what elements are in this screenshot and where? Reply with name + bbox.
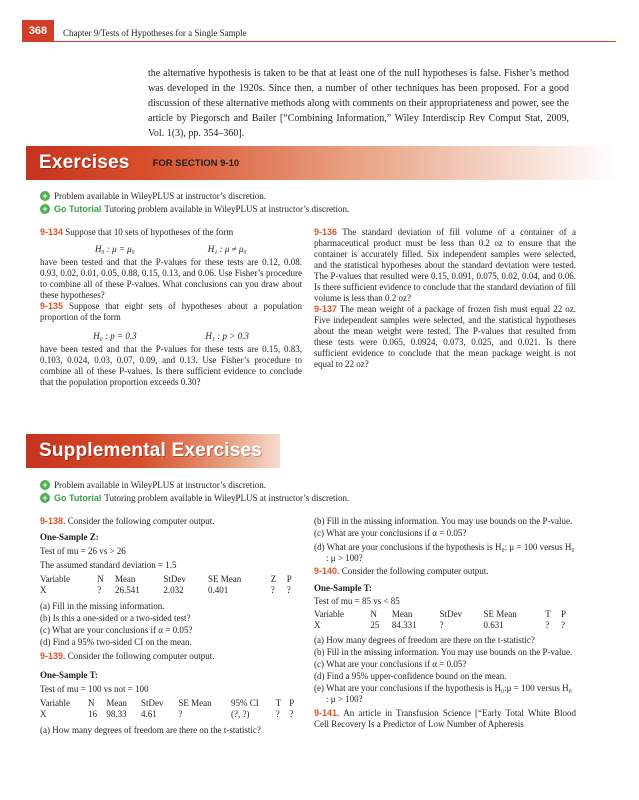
hypotheses-9-134 [40,244,302,255]
problem-9-135 [40,301,302,323]
problem-9-139 [40,651,302,662]
table-cell: 84.331 [391,620,417,630]
output-line: Test of mu = 85 vs < 85 [314,596,400,606]
page-number: 368 [22,20,54,42]
problem-text: The mean weight of a package of frozen fish must equal 22 oz. Five independent samples were selected, and the statistical hypotheses about the mean weight were tested. The P-values that resulted from these tests were 0.065, 0.0924, 0.073, 0.025, and 0.021. Is there sufficient evidence to conclude that the mean package weight is not equal to 22 oz? [314,304,576,369]
exercises-right-column [314,227,576,370]
table-header-cell: P [289,698,295,708]
table-cell: ? [289,709,294,719]
running-head: Chapter 9/Tests of Hypotheses for a Single Sample [63,28,247,38]
table-cell: X [314,620,321,630]
exercises-banner [26,146,616,180]
table-cell: ? [561,620,566,630]
table-cell: 0.631 [483,620,504,630]
note-text: Tutoring problem available in WileyPLUS at instructor’s discretion. [104,493,350,503]
problem-9-140 [314,566,576,577]
table-header-cell: N [370,609,377,619]
go-tutorial-label: Go Tutorial [54,204,102,214]
problem-number: 9-141. [314,708,340,718]
table-row [40,585,302,596]
table-cell: 2.032 [163,585,184,595]
problem-body: have been tested and that the P-values for these tests are 0.12, 0.08. 0.93, 0.02, 0.01, 0.05, 0.88, 0.15, 0.13, and 0.06. Use Fisher’s procedure to combine all of these P-values. What conclusions can you draw about these hypotheses? [40,257,302,300]
problem-part: (d) Find a 95% upper-confidence bound on the mean. [314,671,507,681]
table-header-cell: StDev [439,609,463,619]
z-output-table [40,574,302,596]
problem-body: have been tested and that the P-values for these tests are 0.15, 0.83, 0.103, 0.024, 0.03, 0.07, 0.09, and 0.13. Use Fisher’s procedure to combine all of these P-values. Is there sufficient evidence to conclude that the population proportion exceeds 0.30? [40,344,302,387]
problem-number: 9-134 [40,227,64,237]
problem-part: (b) Fill in the missing information. You may use bounds on the P-value. [314,516,573,526]
table-header-cell: StDev [163,574,186,584]
table-header-cell: P [286,574,292,584]
table-cell: ? [178,709,183,719]
table-cell: ? [97,585,102,595]
supplemental-note-2 [40,493,349,503]
plus-icon: + [40,191,50,201]
table-header-cell: Mean [106,698,127,708]
table-cell: (?, ?) [230,709,250,719]
header-rule [54,41,616,42]
table-cell: ? [270,585,275,595]
problem-parts [40,601,302,648]
table-cell: 0.401 [208,585,229,595]
output-line: Test of mu = 100 vs not = 100 [40,684,149,694]
table-header-cell: N [97,574,104,584]
null-hypothesis: H₀ : μ = μ₀ [94,244,135,254]
problem-number: 9-140. [314,566,340,576]
table-cell: ? [545,620,550,630]
problem-part: (a) Fill in the missing information. [40,601,165,611]
table-row [40,709,302,720]
table-header-cell: P [561,609,567,619]
problem-part: (b) Fill in the missing information. You may use bounds on the P-value. [314,647,573,657]
t-output-table [40,698,302,720]
problem-text: An article in Transfusion Science [“Early Total White Blood Cell Recovery Is a Predictor of Low Number of Apheresis [314,708,576,729]
problem-part: (c) What are your conclusions if α = 0.05? [40,625,193,635]
problem-part: (d) What are your conclusions if the hypothesis is H₀: μ = 100 versus H₀ : μ > 100? [314,542,575,563]
problem-part: (e) What are your conclusions if the hypothesis is H₀:μ = 100 versus H₀ : μ > 100? [314,683,572,704]
note-text: Problem available in WileyPLUS at instructor’s discretion. [54,191,267,201]
problem-number: 9-137 [314,304,338,314]
table-header-cell: Z [270,574,277,584]
plus-icon: + [40,204,50,214]
output-line: Test of mu = 26 vs > 26 [40,546,126,556]
table-header-cell: Mean [114,574,136,584]
problem-text: Consider the following computer output. [341,566,489,576]
table-row [314,620,576,631]
problem-text: The standard deviation of fill volume of a container of a pharmaceutical product must be less than 0.2 oz to ensure that the container is accurately filled. Six independent samples were selected, and the statistical hypotheses about the standard deviation were tested. The P-values that resulted were 0.15, 0.091, 0.075, 0.02, 0.04, and 0.06. Is there sufficient evidence to conclude that the standard deviation of fill volume is less than 0.2 oz? [314,227,576,303]
exercises-title: Exercises [39,152,130,173]
problem-parts [314,635,576,705]
exercises-note-1 [40,191,266,201]
supplemental-banner [26,434,280,468]
problem-number: 9-136 [314,227,338,237]
problem-9-141 [314,708,576,730]
table-header-cell: SE Mean [208,574,242,584]
problem-part: (a) How many degrees of freedom are there on the t-statistic? [40,725,261,735]
problem-9-138 [40,516,302,527]
problem-text: Suppose that 10 sets of hypotheses of the form [65,227,234,237]
t2-output-table [314,609,576,631]
note-text: Tutoring problem available in WileyPLUS at instructor’s discretion. [104,204,350,214]
table-header-cell: SE Mean [483,609,517,619]
table-cell: ? [286,585,291,595]
table-cell: 26.541 [114,585,140,595]
plus-icon: + [40,480,50,490]
problem-number: 9-139. [40,651,66,661]
supplemental-title: Supplemental Exercises [39,440,263,461]
table-cell: 16 [87,709,97,719]
table-header-row [40,698,302,709]
go-tutorial-label: Go Tutorial [54,493,102,503]
problem-9-136 [314,227,576,304]
problem-text: Consider the following computer output. [67,651,215,661]
alt-hypothesis: H₁ : μ ≠ μ₀ [207,244,247,254]
table-header-cell: Mean [391,609,413,619]
exercises-subtitle: FOR SECTION 9-10 [152,157,240,169]
table-header-cell: Variable [314,609,344,619]
table-header-row [314,609,576,620]
table-cell: 98.33 [106,709,127,719]
exercises-left-column [40,227,302,388]
supplemental-note-1 [40,480,266,490]
supplemental-right-column [314,516,576,730]
table-header-cell: T [275,698,282,708]
output-title: One-Sample T: [40,670,98,680]
output-title: One-Sample T: [314,583,372,593]
table-header-cell: StDev [140,698,164,708]
supplemental-left-column [40,516,302,736]
intro-paragraph: the alternative hypothesis is taken to be that at least one of the null hypotheses is false. Fisher’s method was developed in the 1920s. Since then, a number of other techniques has been proposed. For a good discussion of these alternative methods along with comments on their appropriateness and power, see the article by Piegorsch and Bailer [“Combining Information,” Wiley Interdiscip Rev Comput Stat, 2009, Vol. 1(3), pp. 354–360]. [148,68,569,139]
problem-part: (c) What are your conclusions if α = 0.05? [314,528,467,538]
problem-number: 9-138. [40,516,66,526]
null-hypothesis: H₀ : p = 0.3 [93,331,137,341]
table-header-cell: T [545,609,551,619]
output-title: One-Sample Z: [40,532,99,542]
plus-icon: + [40,493,50,503]
problem-text: Consider the following computer output. [67,516,215,526]
table-cell: X [40,709,47,719]
hypotheses-9-135 [40,331,302,342]
table-header-cell: 95% CI [230,698,259,708]
alt-hypothesis: H₁ : p > 0.3 [205,331,249,341]
table-cell: 4.61 [140,709,157,719]
table-header-row [40,574,302,585]
table-header-cell: Variable [40,698,70,708]
problem-number: 9-135 [40,301,64,311]
problem-part: (d) Find a 95% two-sided CI on the mean. [40,637,192,647]
table-cell: ? [439,620,444,630]
table-cell: 25 [370,620,380,630]
problem-text: Suppose that eight sets of hypotheses about a population proportion of the form [40,301,302,322]
problem-part: (c) What are your conclusions if α = 0.05? [314,659,467,669]
problem-9-134 [40,227,302,238]
table-header-cell: SE Mean [178,698,212,708]
exercises-note-2 [40,204,349,214]
output-line: The assumed standard deviation = 1.5 [40,560,177,570]
table-header-cell: N [87,698,95,708]
note-text: Problem available in WileyPLUS at instructor’s discretion. [54,480,267,490]
problem-part: (b) Is this a one-sided or a two-sided test? [40,613,191,623]
table-header-cell: Variable [40,574,70,584]
problem-part: (a) How many degrees of freedom are there on the t-statistic? [314,635,535,645]
problem-9-137 [314,304,576,370]
table-cell: ? [275,709,280,719]
table-cell: X [40,585,47,595]
